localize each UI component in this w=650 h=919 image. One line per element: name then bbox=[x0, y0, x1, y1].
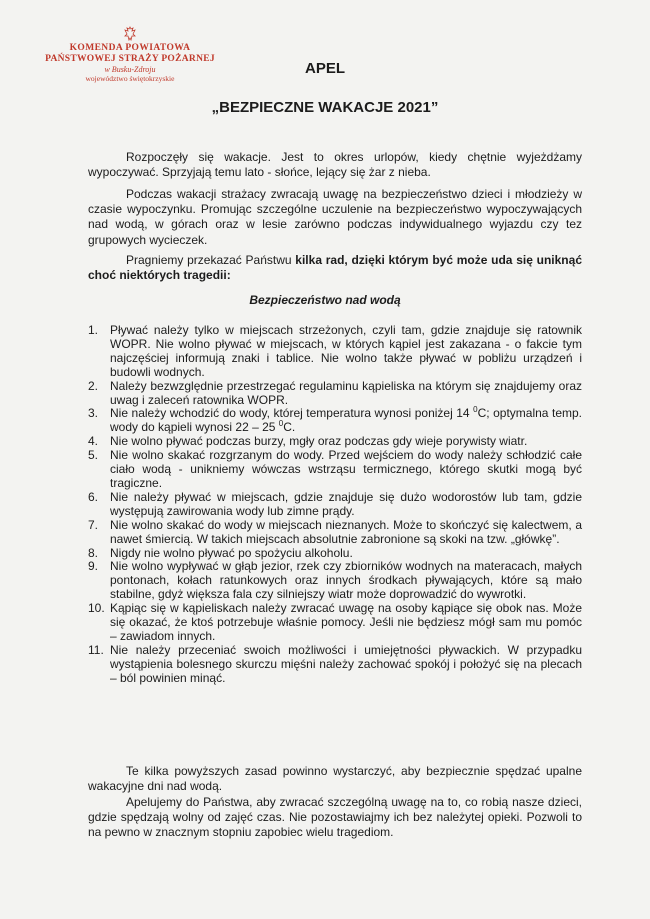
section-heading: Bezpieczeństwo nad wodą bbox=[249, 293, 401, 307]
rule-item bbox=[88, 491, 582, 519]
advice-paragraph bbox=[88, 253, 582, 283]
document-subtitle: „BEZPIECZNE WAKACJE 2021” bbox=[211, 99, 439, 116]
closing-paragraph-2: Apelujemy do Państwa, aby zwracać szczególną uwagę na to, co robią nasze dzieci, gdzie spędzają wolny od zajęć czas. Nie pozostawiajmy ich bez należytej opieki. Pozwoli to na pewno w znacznym stopniu zapobiec wielu tragediom. bbox=[88, 795, 582, 840]
rule-item bbox=[88, 380, 582, 408]
rule-number: 5. bbox=[88, 448, 99, 463]
degree-mark: 0 bbox=[278, 419, 284, 429]
intro-paragraph-2: Podczas wakacji strażacy zwracają uwagę na bezpieczeństwo dzieci i młodzieży w czasie wypoczynku. Promując szczególne uczulenie na bezpieczeństwo wypoczywających nad wodą, w górach oraz w lesie zarówno podczas indywidualnego wyjazdu czy tez grupowych wycieczek. bbox=[88, 187, 582, 247]
document-title: APEL bbox=[304, 60, 345, 77]
rule-item bbox=[88, 407, 582, 435]
rule-item bbox=[88, 547, 582, 561]
water-safety-rules-list bbox=[88, 324, 582, 686]
stamp-line-3: w Busku-Zdroju bbox=[104, 65, 156, 74]
rule-text: Pływać należy tylko w miejscach strzeżonych, czyli tam, gdzie znajduje się ratownik WOPR. Nie wolno pływać w miejscach, w których kąpiel jest zakazana - o fakcie tym najczęściej informują znaki i tablice. Nie wolno także pływać w pobliżu urządzeń i budowli wodnych. bbox=[110, 323, 582, 379]
rule-number: 11. bbox=[88, 642, 104, 657]
rule-text: Nie należy przeceniać swoich możliwości i umiejętności pływackich. W przypadku wystąpienia bolesnego skurczu mięśni należy zachować spokój i położyć się na plecach – ból powinien minąć. bbox=[110, 642, 582, 685]
stamp-line-2: PAŃSTWOWEJ STRAŻY POŻARNEJ bbox=[45, 54, 215, 64]
rule-text: Należy bezwzględnie przestrzegać regulaminu kąpieliska na którym się znajdujemy oraz uwag i zaleceń ratownika WOPR. bbox=[110, 378, 582, 407]
rule-number: 8. bbox=[88, 545, 99, 560]
rule-item bbox=[88, 602, 582, 644]
degree-mark: 0 bbox=[473, 405, 478, 415]
rule-item bbox=[88, 519, 582, 547]
rule-text: Nie należy pływać w miejscach, gdzie znajduje się dużo wodorostów lub tam, gdzie występują zawirowania wody lub zimne prądy. bbox=[110, 489, 582, 518]
rule-text: Nie wolno wypływać w głąb jezior, rzek czy zbiorników wodnych na materacach, małych pontonach, kołach ratunkowych oraz innych środkach pływających, które są mało stabilne, gdyż większa fala czy silniejszy wiatr może doprowadzić do wywrotki. bbox=[110, 559, 582, 602]
rule-number: 10. bbox=[88, 601, 105, 616]
rule-number: 9. bbox=[88, 559, 99, 574]
rule-item bbox=[88, 435, 582, 449]
rule-number: 2. bbox=[88, 378, 99, 393]
rule-number: 3. bbox=[88, 406, 99, 421]
closing-paragraph-1: Te kilka powyższych zasad powinno wystarczyć, aby bezpiecznie spędzać upalne wakacyjne dni nad wodą. bbox=[88, 764, 582, 794]
rule-text-part-b: C; optymalna temp. wody do kąpieli wynosi 22 – 25 bbox=[110, 406, 582, 435]
advice-bold-text: kilka rad, dzięki którym być może uda się uniknąć choć niektórych tragedii: bbox=[88, 253, 582, 283]
rule-text-part-c: C. bbox=[283, 420, 296, 435]
stamp-line-1: KOMENDA POWIATOWA bbox=[69, 43, 191, 53]
rule-item bbox=[88, 449, 582, 491]
rule-item bbox=[88, 644, 582, 686]
rule-number: 1. bbox=[88, 323, 99, 337]
eagle-emblem-icon bbox=[123, 26, 137, 42]
stamp-line-4: województwo świętokrzyskie bbox=[85, 74, 175, 83]
rule-number: 6. bbox=[88, 489, 99, 504]
intro-paragraph-1: Rozpoczęły się wakacje. Jest to okres urlopów, kiedy chętnie wyjeżdżamy wypoczywać. Sprzyjają temu lato - słońce, lejący się żar z nieba. bbox=[88, 150, 582, 180]
rule-text: Nie wolno pływać podczas burzy, mgły oraz podczas gdy wieje porywisty wiatr. bbox=[110, 434, 528, 449]
rule-text: Kąpiąc się w kąpieliskach należy zwracać uwagę na osoby kąpiące się obok nas. Może się okazać, że ktoś potrzebuje właśnie pomocy. Jeśli nie będziesz mógł sam mu pomóc – zawiadom innych. bbox=[110, 601, 582, 643]
advice-normal-text: Pragniemy przekazać Państwu bbox=[126, 253, 296, 267]
rule-text-part-a: Nie należy wchodzić do wody, której temperatura wynosi poniżej 14 bbox=[110, 406, 474, 421]
rule-text: Nie wolno skakać rozgrzanym do wody. Przed wejściem do wody należy schłodzić całe ciało wodą - unikniemy wówczas wstrząsu termicznego, którego skutki mogą być tragiczne. bbox=[110, 448, 582, 490]
rule-item bbox=[88, 324, 582, 380]
rule-item bbox=[88, 560, 582, 602]
rule-number: 7. bbox=[88, 517, 99, 532]
rule-text: Nigdy nie wolno pływać po spożyciu alkoholu. bbox=[110, 545, 353, 560]
rule-number: 4. bbox=[88, 434, 99, 449]
rule-text: Nie wolno skakać do wody w miejscach nieznanych. Może to skończyć się kalectwem, a nawet śmiercią. W takich miejscach absolutnie zabronione są skoki na tzw. „główkę”. bbox=[110, 517, 582, 546]
